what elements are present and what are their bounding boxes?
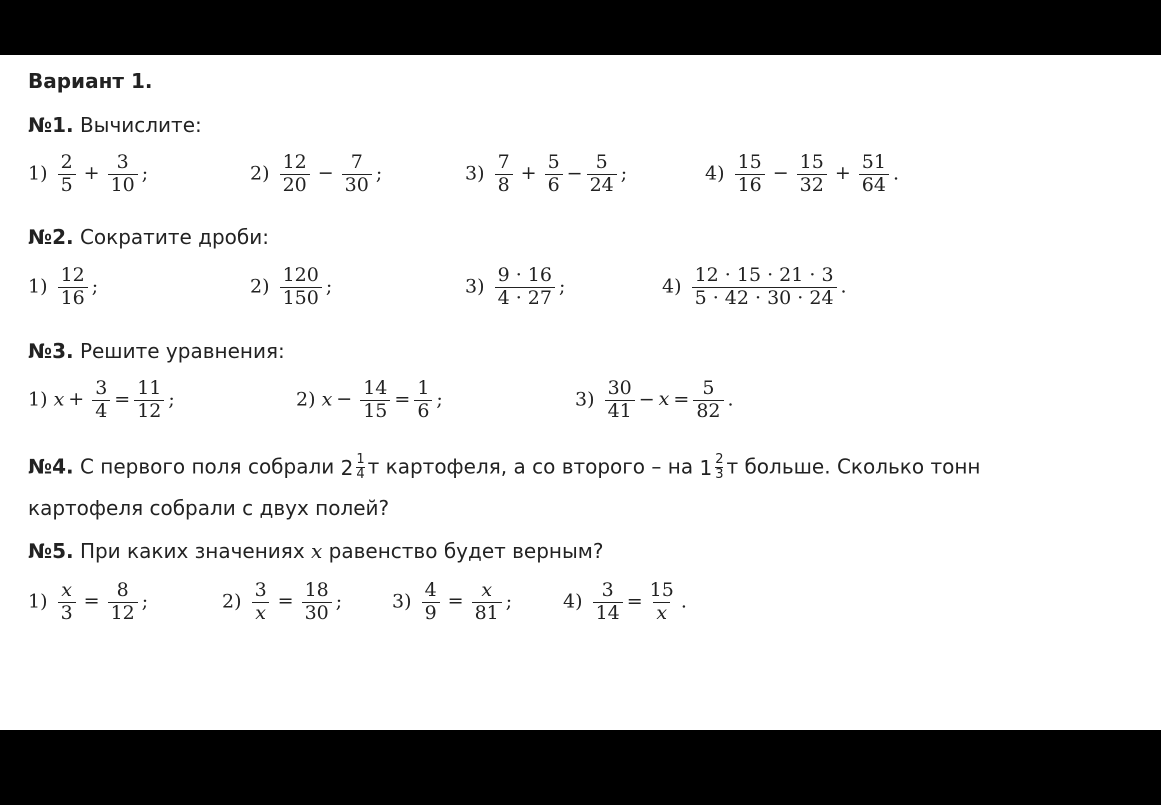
task3-text: Решите уравнения: <box>79 339 285 363</box>
task1-heading <box>28 113 202 137</box>
task3-item-3: 3) $\frac{30}{41}$ − x = $\frac{5}{82}$ . <box>575 377 734 422</box>
worksheet <box>0 55 1161 730</box>
task1-text: Вычислите: <box>79 113 202 137</box>
task2-item-2: 2) $\frac{120}{150}$ ; <box>250 264 333 309</box>
task1-item-1: 1) $\frac{2}{5}$ + $\frac{3}{10}$ ; <box>28 151 149 196</box>
variant-title: Вариант 1. <box>28 69 153 93</box>
task4-line-1: №4. С первого поля собрали 2 1 4 т картофеля, а со второго – на 1 2 3 т больше. Сколько тонн <box>28 452 981 483</box>
task4-number: №4. <box>28 454 74 479</box>
task5-item-2: 2) $\frac{3}{x}$ = $\frac{18}{30}$ ; <box>222 579 343 624</box>
task2-text: Сократите дроби: <box>79 225 269 249</box>
task2-number: №2. <box>28 225 74 249</box>
task5-item-4: 4) $\frac{3}{14}$ = $\frac{15}{x}$ . <box>563 579 687 624</box>
task5-item-3: 3) $\frac{4}{9}$ = $\frac{x}{81}$ ; <box>392 579 513 624</box>
task1-item-4: 4) $\frac{15}{16}$ − $\frac{15}{32}$ + $\frac{51}{64}$ . <box>705 151 900 196</box>
task1-item-2: 2) $\frac{12}{20}$ − $\frac{7}{30}$ ; <box>250 151 383 196</box>
task5-heading: №5. При каких значениях x равенство будет верным? <box>28 539 604 563</box>
task3-item-1: 1) x + $\frac{3}{4}$ = $\frac{11}{12}$ ; <box>28 377 175 422</box>
mixed-number-2: 1 2 3 <box>699 452 724 483</box>
task4-line-2: картофеля собрали с двух полей? <box>28 496 390 520</box>
task1-item-3: 3) $\frac{7}{8}$ + $\frac{5}{6}$ − $\frac{5}{24}$ ; <box>465 151 628 196</box>
task2-heading <box>28 225 269 249</box>
mixed-number-1: 2 1 4 <box>340 452 365 483</box>
task2-item-1: 1) $\frac{12}{16}$ ; <box>28 264 99 309</box>
task2-item-3: 3) $\frac{9 \cdot 16}{4 \cdot 27}$ ; <box>465 264 566 309</box>
task5-number: №5. <box>28 539 74 563</box>
task5-item-1: 1) $\frac{x}{3}$ = $\frac{8}{12}$ ; <box>28 579 149 624</box>
task3-number: №3. <box>28 339 74 363</box>
task3-heading <box>28 339 285 363</box>
task2-item-4: 4) $\frac{12 \cdot 15 \cdot 21 \cdot 3}{5 \cdot 42 \cdot 30 \cdot 24}$ . <box>662 264 847 309</box>
task1-number: №1. <box>28 113 74 137</box>
task3-item-2: 2) x − $\frac{14}{15}$ = $\frac{1}{6}$ ; <box>296 377 443 422</box>
